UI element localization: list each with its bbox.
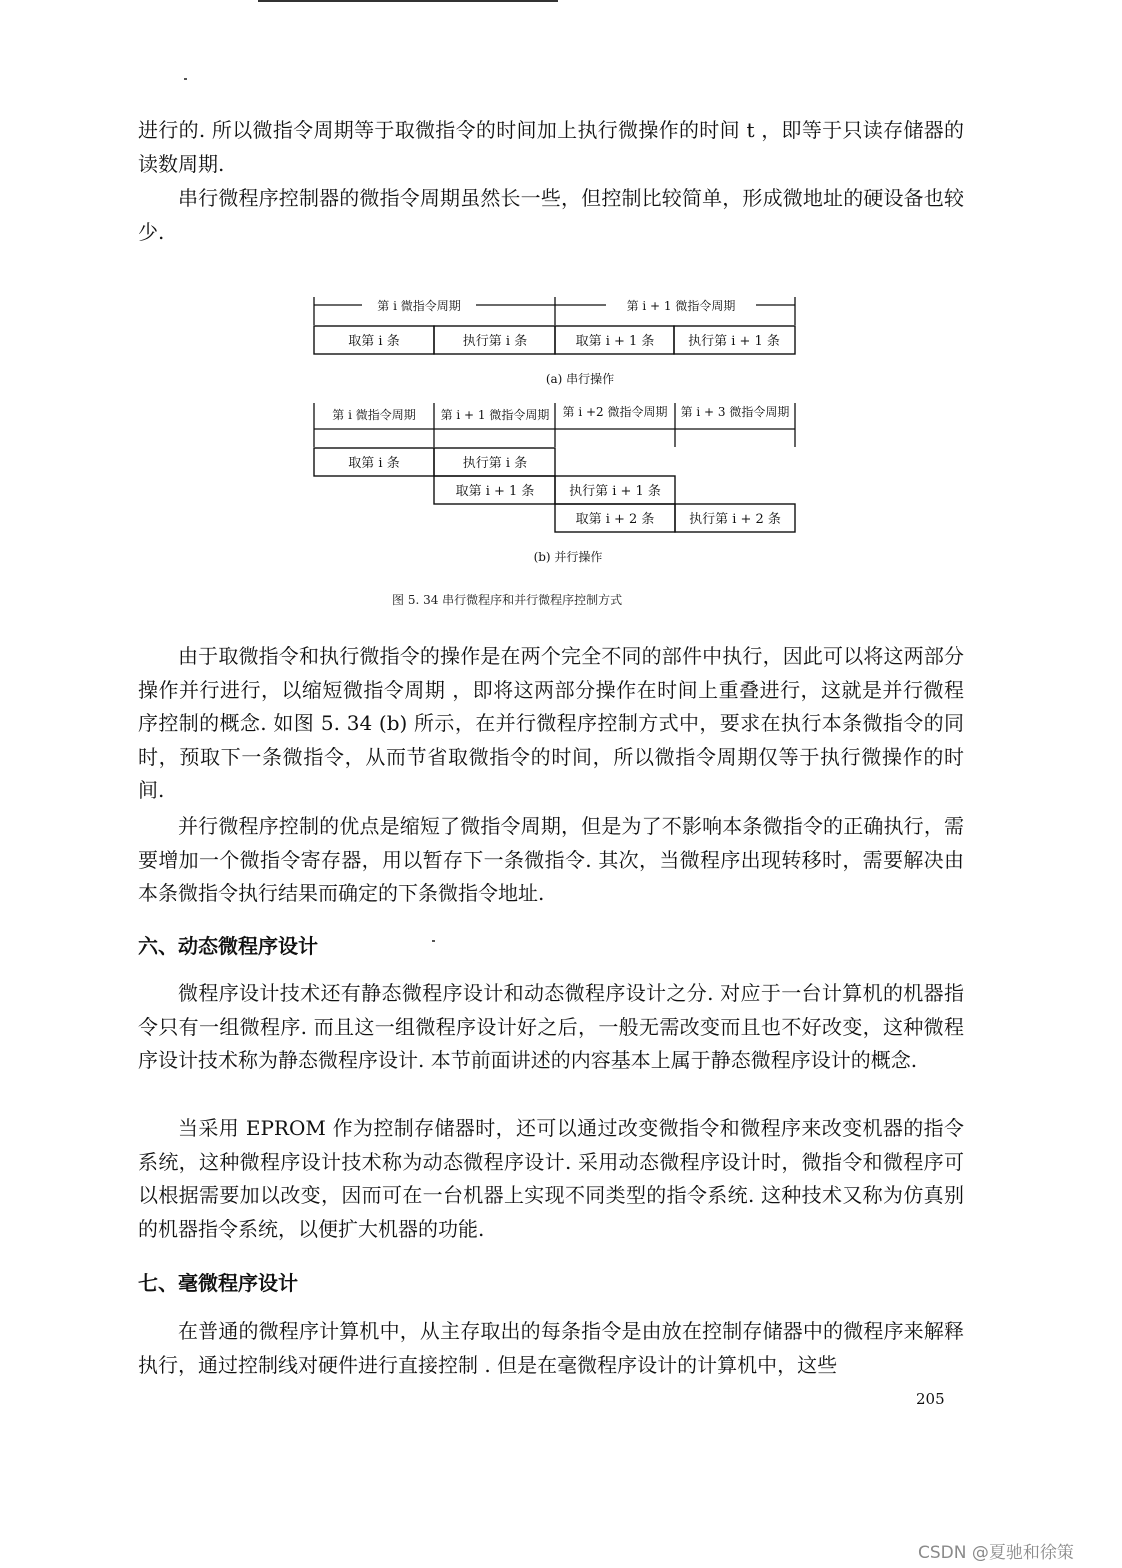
parallel-period-i1: 第 i + 1 微指令周期 xyxy=(440,408,550,422)
section-heading-6: 六、动态微程序设计 xyxy=(138,934,318,958)
paragraph-3: 由于取微指令和执行微指令的操作是在两个完全不同的部件中执行，因此可以将这两部分操作并行进行，以缩短微指令周期 ，即将这两部分操作在时间上重叠进行，这就是并行微程序控制的概念. 如图 5. 34 (b) 所示，在并行微程序控制方式中，要求在执行本条微指令的同时，预取下一条微指令，从而节省取微指令的时间，所以微指令周期仅等于执行微操作的时间. xyxy=(138,644,964,802)
serial-exec-i: 执行第 i 条 xyxy=(462,334,528,349)
serial-caption: (a) 串行操作 xyxy=(545,372,615,386)
paragraph-5: 微程序设计技术还有静态微程序设计和动态微程序设计之分. 对应于一台计算机的机器指令只有一组微程序. 而且这一组微程序设计好之后，一般无需改变而且也不好改变，这种微程序设计技术称为静态微程序设计. 本节前面讲述的内容基本上属于静态微程序设计的概念. xyxy=(138,981,964,1072)
serial-period-i1-label: 第 i + 1 微指令周期 xyxy=(626,299,736,313)
scan-speck xyxy=(184,78,187,80)
paragraph-7: 在普通的微程序计算机中，从主存取出的每条指令是由放在控制存储器中的微程序来解释执行，通过控制线对硬件进行直接控制 . 但是在毫微程序设计的计算机中，这些 xyxy=(138,1319,964,1377)
serial-period-i-label: 第 i 微指令周期 xyxy=(377,299,461,313)
figure-caption: 图 5. 34 串行微程序和并行微程序控制方式 xyxy=(392,593,623,607)
parallel-period-i2: 第 i +2 微指令周期 xyxy=(562,405,668,419)
parallel-fetch-i2: 取第 i + 2 条 xyxy=(575,512,655,527)
parallel-exec-i2: 执行第 i + 2 条 xyxy=(689,512,781,527)
watermark: CSDN @夏驰和徐策 xyxy=(918,1543,1074,1563)
paragraph-4: 并行微程序控制的优点是缩短了微指令周期，但是为了不影响本条微指令的正确执行，需要增加一个微指令寄存器，用以暂存下一条微指令. 其次，当微程序出现转移时，需要解决由本条微指令执行结果而确定的下条微指令地址. xyxy=(138,814,964,905)
parallel-period-i: 第 i 微指令周期 xyxy=(332,408,416,422)
figure-5-34 xyxy=(300,285,820,575)
serial-exec-i1: 执行第 i + 1 条 xyxy=(688,334,780,349)
section-heading-7: 七、毫微程序设计 xyxy=(138,1271,298,1295)
scan-edge-line xyxy=(258,0,558,2)
parallel-exec-i1: 执行第 i + 1 条 xyxy=(569,484,661,499)
serial-fetch-i: 取第 i 条 xyxy=(348,334,400,349)
paragraph-1: 进行的. 所以微指令周期等于取微指令的时间加上执行微操作的时间 t ，即等于只读存储器的读数周期. xyxy=(138,118,964,176)
page-number: 205 xyxy=(916,1390,945,1408)
paragraph-2: 串行微程序控制器的微指令周期虽然长一些，但控制比较简单，形成微地址的硬设备也较少. xyxy=(138,186,964,244)
parallel-caption: (b) 并行操作 xyxy=(533,550,603,564)
parallel-period-i3: 第 i + 3 微指令周期 xyxy=(680,405,790,419)
parallel-fetch-i: 取第 i 条 xyxy=(348,456,400,471)
scan-speck xyxy=(432,940,435,942)
paragraph-6: 当采用 EPROM 作为控制存储器时，还可以通过改变微指令和微程序来改变机器的指令系统，这种微程序设计技术称为动态微程序设计. 采用动态微程序设计时，微指令和微程序可以根据需要加以改变，因而可在一台机器上实现不同类型的指令系统. 这种技术又称为仿真别的机器指令系统，以便扩大机器的功能. xyxy=(138,1116,964,1241)
parallel-exec-i: 执行第 i 条 xyxy=(462,456,528,471)
serial-fetch-i1: 取第 i + 1 条 xyxy=(575,334,655,349)
parallel-fetch-i1: 取第 i + 1 条 xyxy=(455,484,535,499)
